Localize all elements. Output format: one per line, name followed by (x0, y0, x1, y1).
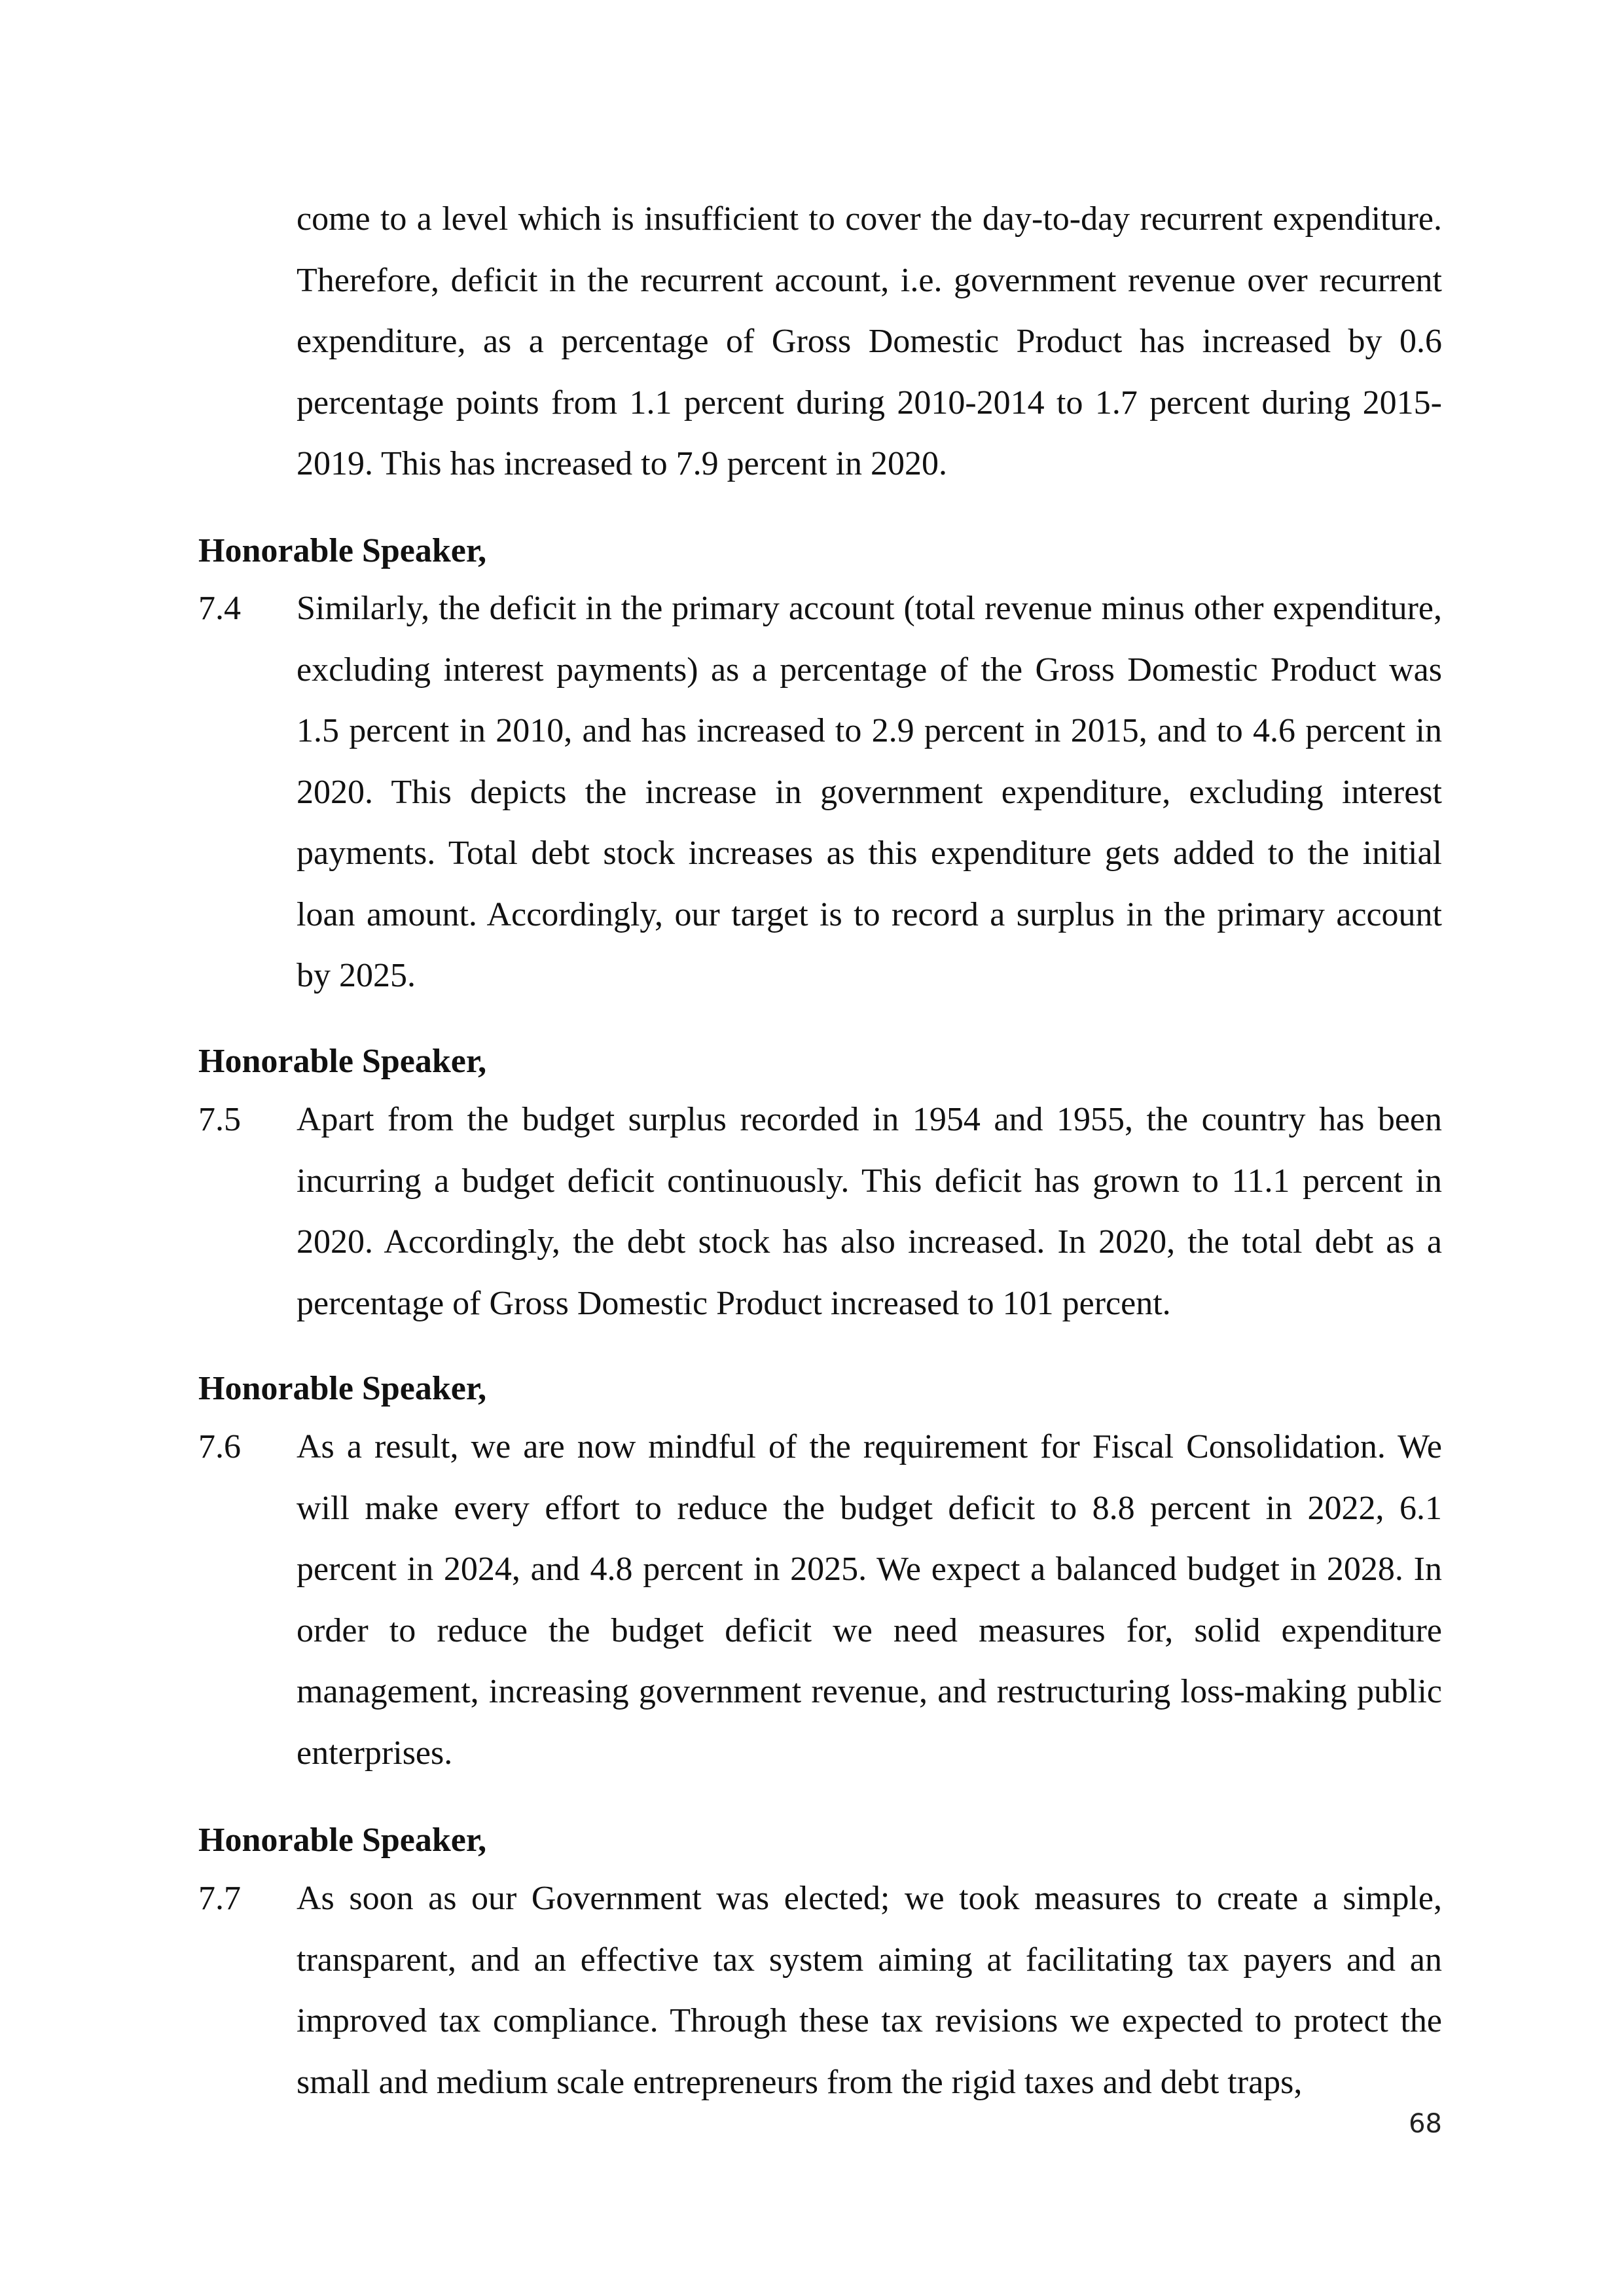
section-heading-7-4: Honorable Speaker, (198, 532, 487, 569)
paragraph-text-7-7: As soon as our Government was elected; we took measures to create a simple, transparent, and an effective tax system aiming at facilitating tax payers and an improved tax compliance. Through these tax revisions we expected to protect the small and medium scale entrepreneurs from the rigid taxes and debt traps, (297, 1880, 1442, 2101)
paragraph-number-7-5: 7.5 (198, 1101, 241, 1138)
paragraph-text-7-6: As a result, we are now mindful of the requirement for Fiscal Consolidation. We will make every effort to reduce the budget deficit to 8.8 percent in 2022, 6.1 percent in 2024, and 4.8 percent in 2025. We expect a balanced budget in 2028. In order to reduce the budget deficit we need measures for, solid expenditure management, increasing government revenue, and restructuring loss-making public enterprises. (297, 1428, 1442, 1772)
section-heading-7-5: Honorable Speaker, (198, 1043, 487, 1080)
paragraph-continuation-text: come to a level which is insufficient to cover the day-to-day recurrent expenditure. Therefore, deficit in the recurrent account, i.e. government revenue over recurrent expenditure, as a percentage of Gross Domestic Product has increased by 0.6 percentage points from 1.1 percent during 2010-2014 to 1.7 percent during 2015-2019. This has increased to 7.9 percent in 2020. (297, 200, 1442, 482)
paragraph-number-7-4: 7.4 (198, 590, 241, 627)
paragraph-number-7-6: 7.6 (198, 1428, 241, 1465)
paragraph-number-7-7: 7.7 (198, 1880, 241, 1917)
section-heading-7-7: Honorable Speaker, (198, 1821, 487, 1859)
section-heading-7-6: Honorable Speaker, (198, 1370, 487, 1407)
paragraph-text-7-4: Similarly, the deficit in the primary account (total revenue minus other expenditure, excluding interest payments) as a percentage of the Gross Domestic Product was 1.5 percent in 2010, and has increased to 2.9 percent in 2015, and to 4.6 percent in 2020. This depicts the increase in government expenditure, excluding interest payments. Total debt stock increases as this expenditure gets added to the initial loan amount. Accordingly, our target is to record a surplus in the primary account by 2025. (297, 590, 1442, 994)
page-number: 68 (1409, 2109, 1442, 2139)
paragraph-text-7-5: Apart from the budget surplus recorded in 1954 and 1955, the country has been incurring a budget deficit continuously. This deficit has grown to 11.1 percent in 2020. Accordingly, the debt stock has also increased. In 2020, the total debt as a percentage of Gross Domestic Product increased to 101 percent. (297, 1101, 1442, 1322)
